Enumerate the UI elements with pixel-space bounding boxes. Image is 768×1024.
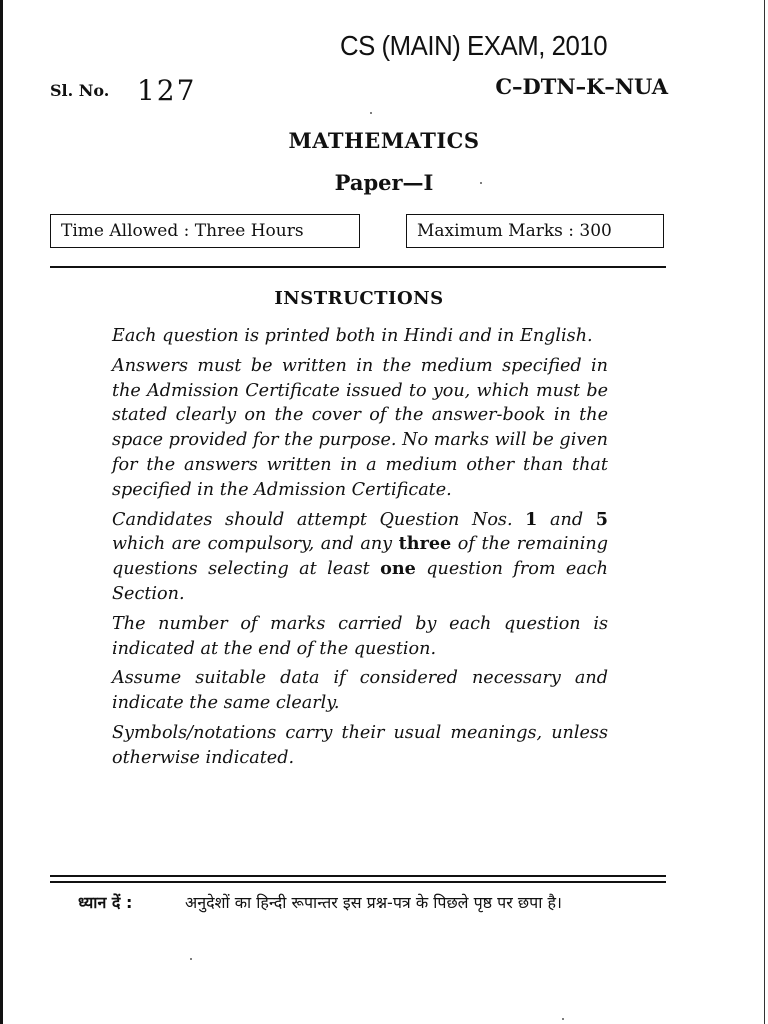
- scan-speck: [190, 958, 192, 960]
- instruction-symbols: Symbols/notations carry their usual meanings, unless otherwise indicated.: [112, 722, 608, 768]
- exam-title: CS (MAIN) EXAM, 2010: [340, 30, 608, 61]
- top-divider: [50, 266, 666, 268]
- scan-speck: [562, 1018, 564, 1020]
- serial-number-block: [50, 70, 197, 107]
- instruction-assume-data: Assume suitable data if considered necessary and indicate the same clearly.: [112, 668, 608, 714]
- paper-code: C–DTN–K–NUA: [495, 74, 668, 99]
- bottom-divider-upper: [50, 875, 666, 877]
- instruction-hindi-english: Each question is printed both in Hindi and in English.: [112, 326, 593, 346]
- instruction-medium: Answers must be written in the medium specified in the Admission Certificate issued to you, which must be stated clearly on the cover of the answer-book in the space provided for the purpose. No marks will be given for the answers written in a medium other than that specified in the Admission Certificate.: [112, 355, 608, 500]
- serial-label: Sl. No.: [50, 81, 110, 100]
- bottom-divider-lower: [50, 881, 666, 883]
- maximum-marks-box: Maximum Marks : 300: [406, 214, 664, 248]
- time-allowed-box: Time Allowed : Three Hours: [50, 214, 360, 248]
- subject-title: MATHEMATICS: [288, 128, 480, 153]
- scan-left-edge: [0, 0, 3, 1024]
- instructions-body: [112, 324, 608, 776]
- hindi-note-label: ध्यान दें :: [78, 893, 133, 912]
- paper-number: Paper—I: [334, 170, 434, 195]
- serial-number: 127: [136, 74, 197, 107]
- scan-speck: [480, 182, 482, 184]
- instruction-questions-to-attempt: Candidates should attempt Question Nos. 1 and 5 which are compulsory, and any three of the remaining questions selecting at least one question from each Section.: [112, 508, 608, 604]
- hindi-note-text: अनुदेशों का हिन्दी रूपान्तर इस प्रश्न-पत्र के पिछले पृष्ठ पर छपा है।: [185, 893, 562, 912]
- scan-speck: [370, 112, 372, 114]
- instructions-heading: INSTRUCTIONS: [274, 288, 444, 309]
- scan-right-edge: [764, 0, 765, 1024]
- instruction-marks: The number of marks carried by each question is indicated at the end of the question.: [112, 613, 608, 659]
